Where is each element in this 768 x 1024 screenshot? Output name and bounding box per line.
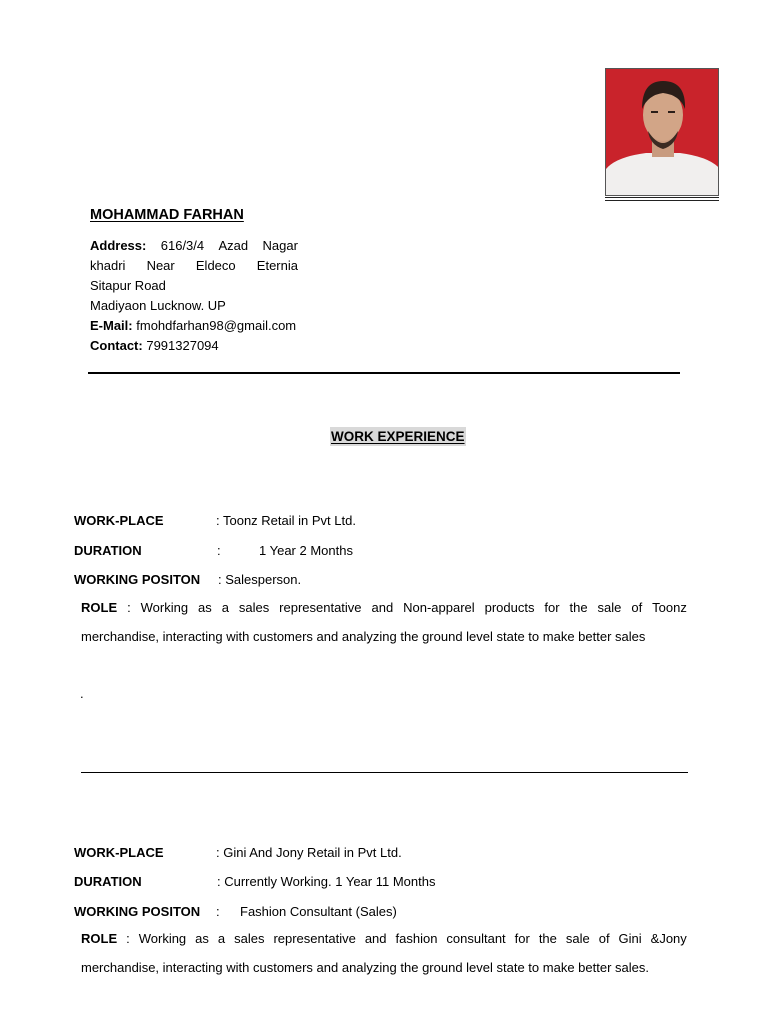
job2-role-word: of xyxy=(598,931,610,946)
job2-role-word: : xyxy=(126,931,130,946)
contact-block xyxy=(90,236,298,356)
job1-duration-label: DURATION xyxy=(74,543,142,558)
contact-label: Contact: xyxy=(90,338,143,353)
job2-role-word: the xyxy=(538,931,557,946)
job2-position-colon: : xyxy=(216,904,220,919)
job1-role-word: products xyxy=(484,600,535,615)
address-word: Nagar xyxy=(262,238,298,253)
job2-role-paragraph xyxy=(81,925,687,982)
job1-role-word: representative xyxy=(279,600,362,615)
contact-value: 7991327094 xyxy=(146,338,219,353)
job1-role-word: sale xyxy=(597,600,622,615)
job1-role-word: and xyxy=(371,600,394,615)
job1-role-word: Non-apparel xyxy=(403,600,475,615)
job1-role-word: Toonz xyxy=(652,600,687,615)
contact-line xyxy=(90,336,298,356)
job1-role-word: of xyxy=(631,600,643,615)
job1-role-paragraph xyxy=(81,594,687,651)
address-word: 616/3/4 xyxy=(160,238,205,253)
job1-role-word: sales xyxy=(238,600,270,615)
job2-role-word: fashion xyxy=(395,931,438,946)
job2-role-word: sale xyxy=(565,931,590,946)
address-line-4: Madiyaon Lucknow. UP xyxy=(90,298,226,313)
address-line-1 xyxy=(90,236,298,256)
header-divider xyxy=(88,372,680,374)
address-word: Eldeco xyxy=(195,258,236,273)
job2-duration-value: : Currently Working. 1 Year 11 Months xyxy=(217,874,436,889)
job2-role-word: as xyxy=(195,931,209,946)
email-label: E-Mail: xyxy=(90,318,133,333)
section-title-work-experience: WORK EXPERIENCE xyxy=(331,429,465,444)
job1-role-word: Working xyxy=(140,600,189,615)
job1-role-word: for xyxy=(544,600,560,615)
job1-duration-value: 1 Year 2 Months xyxy=(259,543,353,558)
address-word: khadri xyxy=(90,258,126,273)
address-label: Address: xyxy=(90,238,147,253)
job2-role-word: Working xyxy=(138,931,187,946)
job1-role-word: : xyxy=(127,600,131,615)
email-line xyxy=(90,316,298,336)
job1-role-word: a xyxy=(221,600,229,615)
job2-role-word: a xyxy=(217,931,226,946)
address-word: Azad xyxy=(218,238,249,253)
job1-position-label: WORKING POSITON xyxy=(74,572,201,587)
candidate-name: MOHAMMAD FARHAN xyxy=(90,207,244,223)
job1-role-label: ROLE xyxy=(81,600,118,615)
job2-role-word: Gini xyxy=(618,931,642,946)
job1-role-line-2: merchandise, interacting with customers and analyzing the ground level state to make better sales xyxy=(81,628,646,644)
job2-role-line-2: merchandise, interacting with customers and analyzing the ground level state to make better sales. xyxy=(81,959,649,975)
job1-role-word: as xyxy=(198,600,212,615)
address-word: Near xyxy=(146,258,175,273)
job1-duration-colon: : xyxy=(217,543,221,558)
profile-photo xyxy=(605,68,719,196)
job2-duration-label: DURATION xyxy=(74,874,142,889)
job2-position-value: Fashion Consultant (Sales) xyxy=(240,904,397,919)
email-value[interactable]: fmohdfarhan98@gmail.com xyxy=(136,318,297,333)
profile-photo-image xyxy=(606,69,719,196)
address-line-3: Sitapur Road xyxy=(90,278,166,293)
job2-position-label: WORKING POSITON xyxy=(74,904,201,919)
job2-role-word: for xyxy=(514,931,530,946)
job2-workplace-value: : Gini And Jony Retail in Pvt Ltd. xyxy=(216,845,402,860)
job2-workplace-label: WORK-PLACE xyxy=(74,845,164,860)
job1-workplace-label: WORK-PLACE xyxy=(74,513,164,528)
job2-role-word: &Jony xyxy=(650,931,687,946)
address-line-2 xyxy=(90,256,298,276)
job2-role-line-1 xyxy=(81,925,687,954)
job1-role-word: the xyxy=(569,600,588,615)
job1-role-line-1 xyxy=(81,594,687,623)
job2-role-word: and xyxy=(364,931,387,946)
job-divider xyxy=(81,772,688,773)
job1-workplace-value: : Toonz Retail in Pvt Ltd. xyxy=(216,513,356,528)
job2-role-word: consultant xyxy=(446,931,506,946)
job1-trailing-dot: . xyxy=(80,686,84,701)
photo-underline-2 xyxy=(605,200,719,201)
job2-role-word: sales xyxy=(234,931,265,946)
job2-role-label: ROLE xyxy=(81,931,118,946)
job2-role-word: representative xyxy=(273,931,356,946)
photo-underline-1 xyxy=(605,197,719,198)
address-word: Eternia xyxy=(256,258,298,273)
job1-position-value: : Salesperson. xyxy=(218,572,302,587)
